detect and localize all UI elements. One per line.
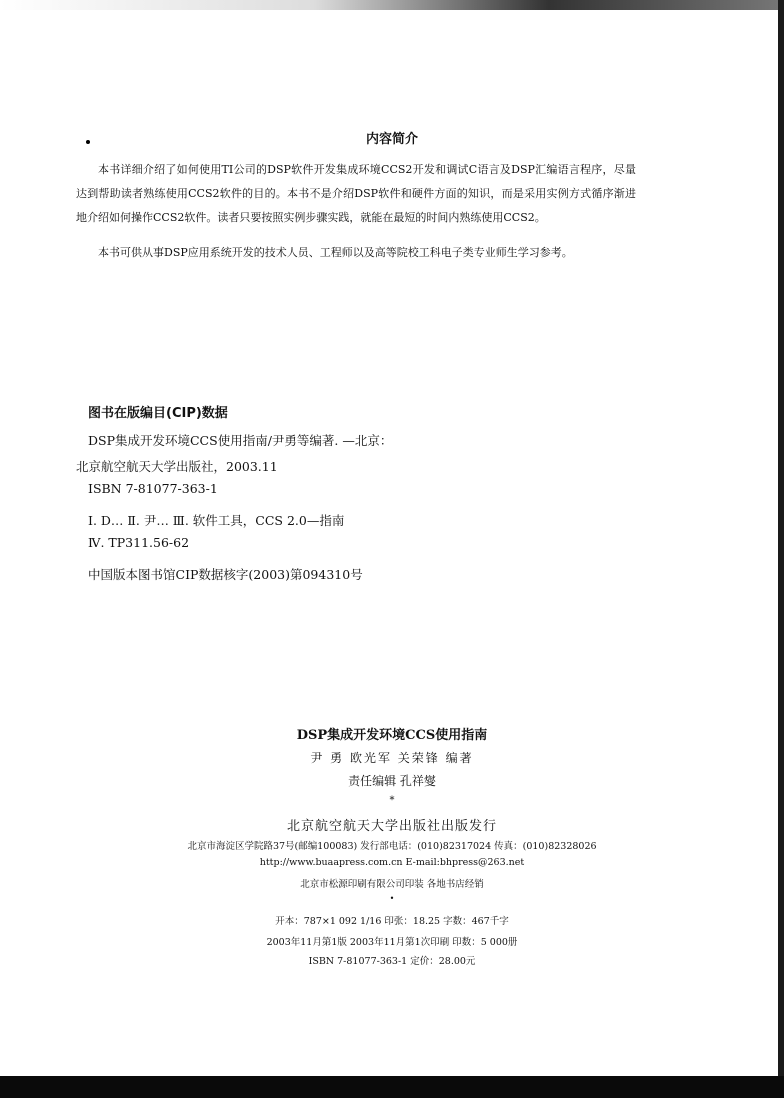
intro-paragraph-1: 本书详细介绍了如何使用TI公司的DSP软件开发集成环境CCS2开发和调试C语言及DSP汇编语言程序，尽量达到帮助读者熟练使用CCS2软件的目的。本书不是介绍DSP软件和硬件方面的知识，而是采用实例方式循序渐进地介绍如何操作CCS2软件。读者只要按照实例步骤实践，就能在最短的时间内熟练使用CCS2。 xyxy=(76,163,636,224)
colophon-authors: 尹 勇 欧光军 关荣锋 编著 xyxy=(310,751,474,765)
colophon-specifications: 开本：787×1 092 1/16 印张：18.25 字数：467千字 xyxy=(275,916,509,927)
colophon-star-separator: * xyxy=(389,795,395,806)
intro-title: 内容简介 xyxy=(365,132,418,147)
colophon-isbn-price: ISBN 7-81077-363-1 定价：28.00元 xyxy=(308,956,476,967)
cip-line-title: DSP集成开发环境CCS使用指南/尹勇等编著. —北京： xyxy=(88,433,393,448)
colophon-edition: 2003年11月第1版 2003年11月第1次印刷 印数：5 000册 xyxy=(266,937,518,948)
colophon-book-title: DSP集成开发环境CCS使用指南 xyxy=(296,728,488,743)
intro-paragraph-2: 本书可供从事DSP应用系统开发的技术人员、工程师以及高等院校工科电子类专业师生学习参考。 xyxy=(98,246,573,259)
cip-line-subjects: Ⅰ. D… Ⅱ. 尹… Ⅲ. 软件工具，CCS 2.0—指南 xyxy=(88,513,345,528)
colophon-publisher: 北京航空航天大学出版社出版发行 xyxy=(286,819,497,834)
scan-edge-bottom xyxy=(0,1076,784,1098)
cip-line-record-number: 中国版本图书馆CIP数据核字(2003)第094310号 xyxy=(88,567,363,582)
colophon-editor: 责任编辑 孔祥燮 xyxy=(348,774,436,788)
scan-edge-top xyxy=(0,0,784,10)
cip-line-isbn: ISBN 7-81077-363-1 xyxy=(88,481,218,496)
cip-line-classification: Ⅳ. TP311.56-62 xyxy=(88,535,190,550)
colophon-printer: 北京市松源印刷有限公司印装 各地书店经销 xyxy=(300,879,484,890)
cip-line-publisher: 北京航空航天大学出版社，2003.11 xyxy=(76,459,278,474)
colophon-address: 北京市海淀区学院路37号(邮编100083) 发行部电话：(010)82317024 传真：(010)82328026 xyxy=(187,841,597,852)
colophon-web: http://www.buaapress.com.cn E-mail:bhpress@263.net xyxy=(259,857,525,868)
colophon-dot-separator: • xyxy=(389,894,395,903)
cip-title: 图书在版编目(CIP)数据 xyxy=(88,406,228,421)
